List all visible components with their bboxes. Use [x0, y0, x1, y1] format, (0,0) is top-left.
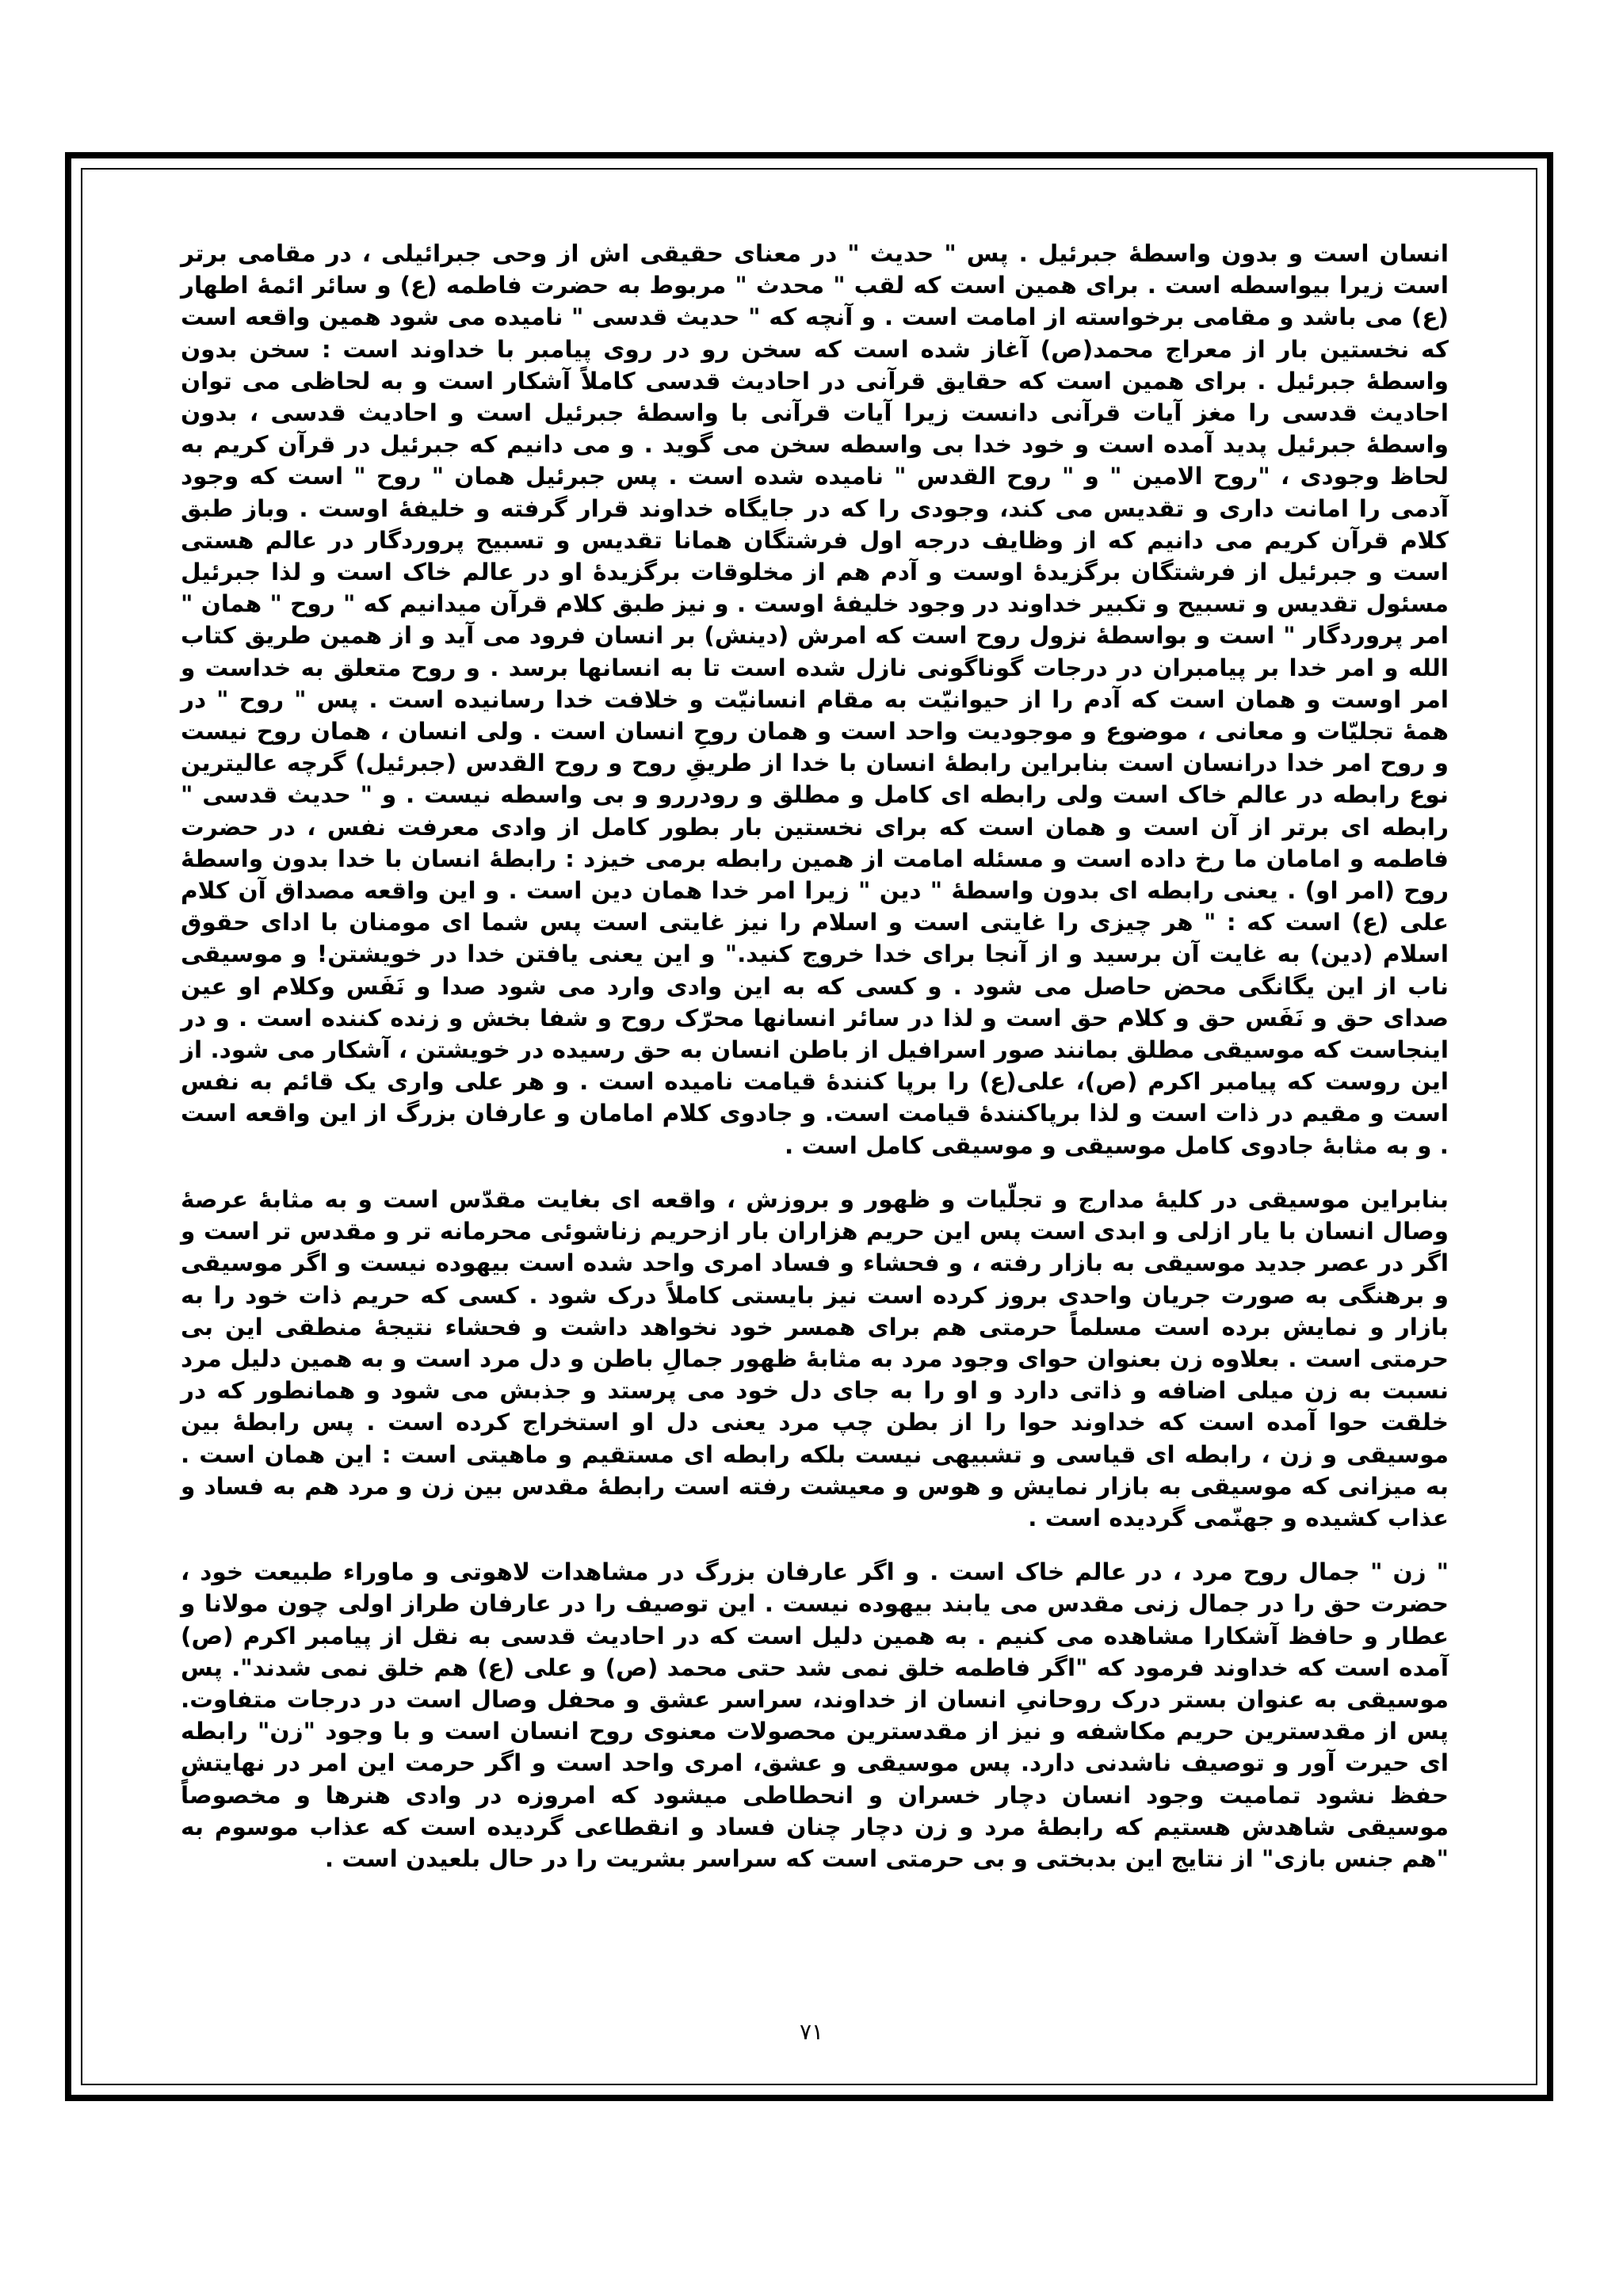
document-body: [181, 238, 1449, 1897]
page-number: ۷۱: [799, 2019, 824, 2045]
paragraph-3: " زن " جمال روح مرد ، در عالم خاک است . و اگر عارفان بزرگ در مشاهدات لاهوتی و ماوراء طبیعت خود ، حضرت حق را در جمال زنی مقدس می یابند بیهوده نیست . این توصیف را در عارفان طراز اولی چون مولانا و عطار و حافظ آشکارا مشاهده می کنیم . به همین دلیل است که در احادیث قدسی به نقل از پیامبر اکرم (ص) آمده است که خداوند فرمود که "اگر فاطمه خلق نمی شد حتی محمد (ص) و علی (ع) هم خلق نمی شدند". پس موسیقی به عنوان بستر درک روحانیِ انسان از خداوند، سراسر عشق و محفل وصال است در درجات متفاوت. پس از مقدسترین حریم مکاشفه و نیز از مقدسترین محصولات معنوی روح انسان است و با وجود "زن" رابطه ای حیرت آور و توصیف ناشدنی دارد. پس موسیقی و عشق، امری واحد است و اگر حرمت این امر در نهایتش حفظ نشود تمامیت وجود انسان دچار خسران و انحطاطی میشود که امروزه در وادی هنرها و مخصوصاً موسیقی شاهدش هستیم که رابطهٔ مرد و زن دچار چنان فساد و انقطاعی گردیده است که عذاب موسوم به "هم جنس بازی" از نتایج این بدبختی و بی حرمتی است که سراسر بشریت را در حال بلعیدن است .: [181, 1558, 1449, 1872]
paragraph-1: انسان است و بدون واسطهٔ جبرئیل . پس " حدیث " در معنای حقیقی اش از وحی جبرائیلی ، در مقامی برتر است زیرا بیواسطه است . برای همین است که لقب " محدث " مربوط به حضرت فاطمه (ع) و سائر ائمهٔ اطهار (ع) می باشد و مقامی برخواسته از امامت است . و آنچه که " حدیث قدسی " نامیده می شود همین واقعه است که نخستین بار از معراج محمد(ص) آغاز شده است که سخن رو در روی پیامبر با خداوند است : سخن بدون واسطهٔ جبرئیل . برای همین است که حقایق قرآنی در احادیث قدسی کاملاً آشکار است و به لحاظی می توان احادیث قدسی را مغز آیات قرآنی دانست زیرا آیات قرآنی با واسطهٔ جبرئیل است و احادیث قدسی ، بدون واسطهٔ جبرئیل پدید آمده است و خود خدا بی واسطه سخن می گوید . و می دانیم که جبرئیل در قرآن کریم به لحاظ وجودی ، "روح الامین " و " روح القدس " نامیده شده است . پس جبرئیل همان " روح " است که وجود آدمی را امانت داری و تقدیس می کند، وجودی را که در جایگاه خداوند قرار گرفته و خلیفهٔ اوست . وباز طبق کلام قرآن کریم می دانیم که از وظایف درجه اول فرشتگان همانا تقدیس و تسبیح پروردگار در عالم هستی است و جبرئیل از فرشتگان برگزیدهٔ اوست و آدم هم از مخلوقات برگزیدهٔ او در عالم خاک است و لذا جبرئیل مسئول تقدیس و تسبیح و تکبیر خداوند در وجود خلیفهٔ اوست . و نیز طبق کلام قرآن میدانیم که " روح " همان " امر پروردگار " است و بواسطهٔ نزول روح است که امرش (دینش) بر انسان فرود می آید و از همین طریق کتاب الله و امر خدا بر پیامبران در درجات گوناگونی نازل شده است تا به انسانها برسد . و روح متعلق به خداست و امر اوست و همان است که آدم را از حیوانیّت به مقام انسانیّت و خلافت خدا رسانیده است . پس " روح " در همهٔ تجلیّات و معانی ، موضوع و موجودیت واحد است و همان روحِ انسان است . ولی انسان ، همان روح نیست و روح امر خدا درانسان است بنابراین رابطهٔ انسان با خدا از طریقِ روح و روح القدس (جبرئیل) گرچه عالیترین نوع رابطه در عالم خاک است ولی رابطه ای کامل و مطلق و رودررو و بی واسطه نیست . و " حدیث قدسی " رابطه ای برتر از آن است و همان است که برای نخستین بار بطور کامل از وادی معرفت نفس ، در حضرت فاطمه و امامان ما رخ داده است و مسئله امامت از همین رابطه برمی خیزد : رابطهٔ انسان با خدا بدون واسطهٔ روح (امر او) . یعنی رابطه ای بدون واسطهٔ " دین " زیرا امر خدا همان دین است . و این واقعه مصداق آن کلام علی (ع) است که : " هر چیزی را غایتی است و اسلام را نیز غایتی است پس شما ای مومنان با ادای حقوق اسلام (دین) به غایت آن برسید و از آنجا برای خدا خروج کنید." و این یعنی یافتن خدا در خویشتن! و موسیقی ناب از این یگانگی محض حاصل می شود . و کسی که به این وادی وارد می شود صدا و نَفَس وکلام او عین صدای حق و نَفَس حق و کلام حق است و لذا در سائر انسانها محرّک روح و شفا بخش و زنده کننده است . و در اینجاست که موسیقی مطلق بمانند صور اسرافیل از باطن انسان به حق رسیده در خویشتن ، آشکار می شود. از این روست که پیامبر اکرم (ص)، علی(ع) را برپا کنندهٔ قیامت نامیده است . و هر علی واری یک قائم به نفس است و مقیم در ذات است و لذا برپاکنندهٔ قیامت است. و جادوی کلام امامان و عارفان بزرگ از این واقعه است . و به مثابهٔ جادوی کامل موسیقی و موسیقی کامل است .: [181, 240, 1449, 1159]
paragraph-2: بنابراین موسیقی در کلیهٔ مدارج و تجلّیات و ظهور و بروزش ، واقعه ای بغایت مقدّس است و به مثابهٔ عرصهٔ وصال انسان با یار ازلی و ابدی است پس این حریم هزاران بار ازحریم زناشوئی محرمانه تر و مقدس تر است و اگر در عصر جدید موسیقی به بازار رفته ، و فحشاء و فساد امری واحد شده است بیهوده نیست و اگر موسیقی و برهنگی به صورت جریان واحدی بروز کرده است نیز بایستی کاملاً درک شود . کسی که حریم ذات خود را به بازار و نمایش برده است مسلماً حرمتی هم برای همسر خود نخواهد داشت و فحشاء نتیجهٔ منطقی این بی حرمتی است . بعلاوه زن بعنوان حوای وجود مرد به مثابهٔ ظهور جمالِ باطن و دل مرد است و به همین دلیل مرد نسبت به زن میلی اضافه و ذاتی دارد و او را به جای دل خود می پرستد و جذبش می شود و همانطور که در خلقت حوا آمده است که خداوند حوا را از بطن چپ مرد یعنی دل او استخراج کرده است . پس رابطهٔ بین موسیقی و زن ، رابطه ای قیاسی و تشبیهی نیست بلکه رابطه ای مستقیم و ماهیتی است : این همان است . به میزانی که موسیقی به بازار نمایش و هوس و معیشت رفته است رابطهٔ مقدس بین زن و مرد هم به فساد و عذاب کشیده و جهنّمی گردیده است .: [181, 1185, 1449, 1531]
